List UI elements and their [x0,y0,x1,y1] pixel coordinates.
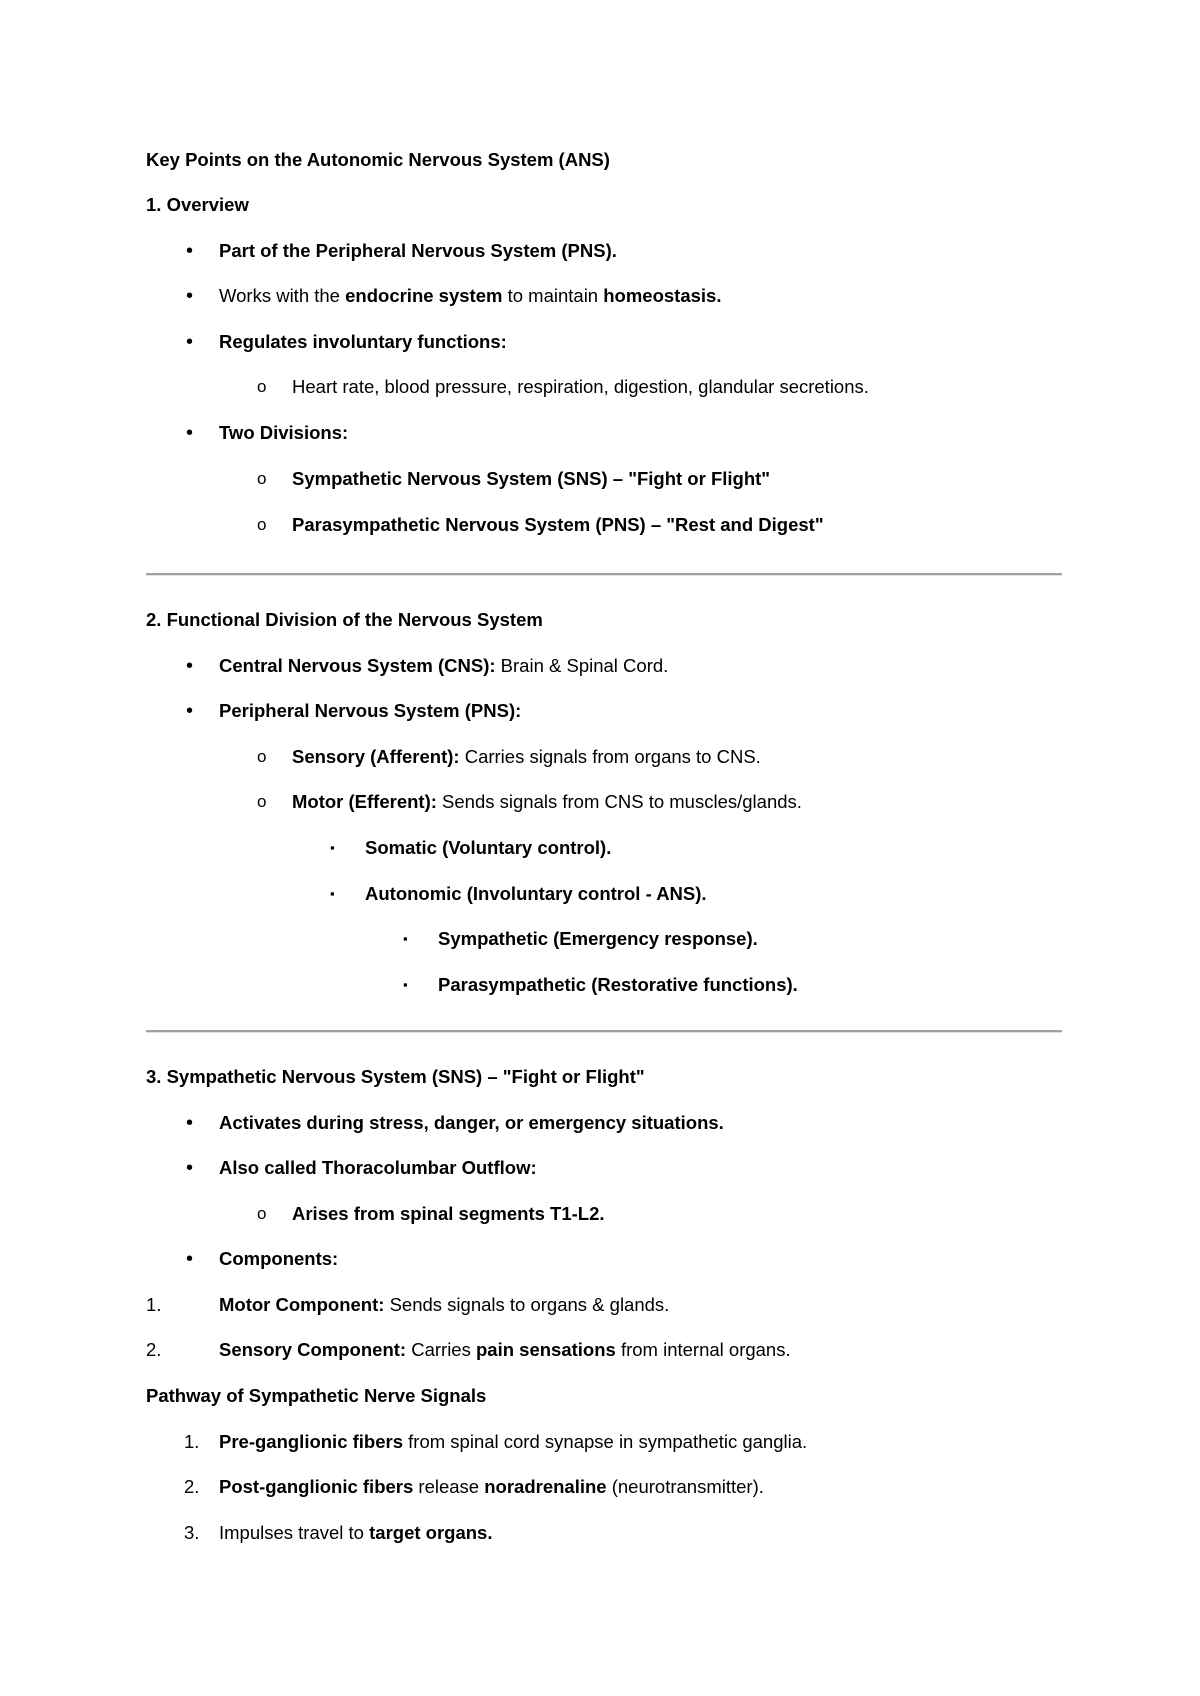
horizontal-rule [146,1030,1062,1033]
list-item: Two Divisions: [219,422,349,443]
section-heading-overview: 1. Overview [146,194,249,215]
bullet-marker: • [186,331,194,353]
sub-sub-bullet-marker: ▪ [330,886,335,901]
list-item: Regulates involuntary functions: [219,331,507,352]
list-number: 2. [146,1339,162,1360]
list-item: Also called Thoracolumbar Outflow: [219,1157,537,1178]
list-item: Peripheral Nervous System (PNS): [219,700,522,721]
list-item: Activates during stress, danger, or emergency situations. [219,1112,724,1133]
sub-sub-sub-bullet-marker: ▪ [403,931,408,946]
sub-sub-sub-bullet-marker: ▪ [403,977,408,992]
list-item: Arises from spinal segments T1-L2. [292,1203,605,1224]
document-title: Key Points on the Autonomic Nervous System (ANS) [146,149,610,170]
bullet-marker: • [186,1112,194,1134]
sub-bullet-marker: o [257,792,267,811]
list-item: Post-ganglionic fibers release noradrenaline (neurotransmitter). [219,1476,764,1497]
list-item: Motor Component: Sends signals to organs & glands. [219,1294,670,1315]
sub-bullet-marker: o [257,469,267,488]
list-item: Works with the endocrine system to maintain homeostasis. [219,285,722,306]
list-item: Somatic (Voluntary control). [365,837,612,858]
list-item: Sensory (Afferent): Carries signals from organs to CNS. [292,746,761,767]
list-item: Pre-ganglionic fibers from spinal cord synapse in sympathetic ganglia. [219,1431,808,1452]
bullet-marker: • [186,285,194,307]
sub-bullet-marker: o [257,377,267,396]
list-item: Sympathetic Nervous System (SNS) – "Fight or Flight" [292,468,771,489]
list-item: Parasympathetic (Restorative functions). [438,974,798,995]
sub-sub-bullet-marker: ▪ [330,840,335,855]
list-item: Motor (Efferent): Sends signals from CNS to muscles/glands. [292,791,802,812]
list-item: Sensory Component: Carries pain sensations from internal organs. [219,1339,791,1360]
list-number: 1. [146,1294,162,1315]
bullet-marker: • [186,700,194,722]
list-item: Part of the Peripheral Nervous System (PNS). [219,240,617,261]
horizontal-rule [146,573,1062,576]
section-heading-functional-division: 2. Functional Division of the Nervous System [146,609,543,630]
sub-bullet-marker: o [257,1204,267,1223]
bullet-marker: • [186,422,194,444]
bullet-marker: • [186,1248,194,1270]
list-item: Heart rate, blood pressure, respiration, digestion, glandular secretions. [292,376,869,397]
list-item: Central Nervous System (CNS): Brain & Spinal Cord. [219,655,669,676]
sub-bullet-marker: o [257,747,267,766]
sub-bullet-marker: o [257,515,267,534]
section-heading-sympathetic: 3. Sympathetic Nervous System (SNS) – "Fight or Flight" [146,1066,645,1087]
list-number: 1. [184,1431,200,1452]
list-item: Sympathetic (Emergency response). [438,928,758,949]
subheading-pathway: Pathway of Sympathetic Nerve Signals [146,1385,487,1406]
bullet-marker: • [186,240,194,262]
list-number: 2. [184,1476,200,1497]
bullet-marker: • [186,655,194,677]
list-item: Parasympathetic Nervous System (PNS) – "Rest and Digest" [292,514,824,535]
list-item: Autonomic (Involuntary control - ANS). [365,883,707,904]
list-item: Components: [219,1248,339,1269]
list-number: 3. [184,1522,200,1543]
list-item: Impulses travel to target organs. [219,1522,493,1543]
bullet-marker: • [186,1157,194,1179]
